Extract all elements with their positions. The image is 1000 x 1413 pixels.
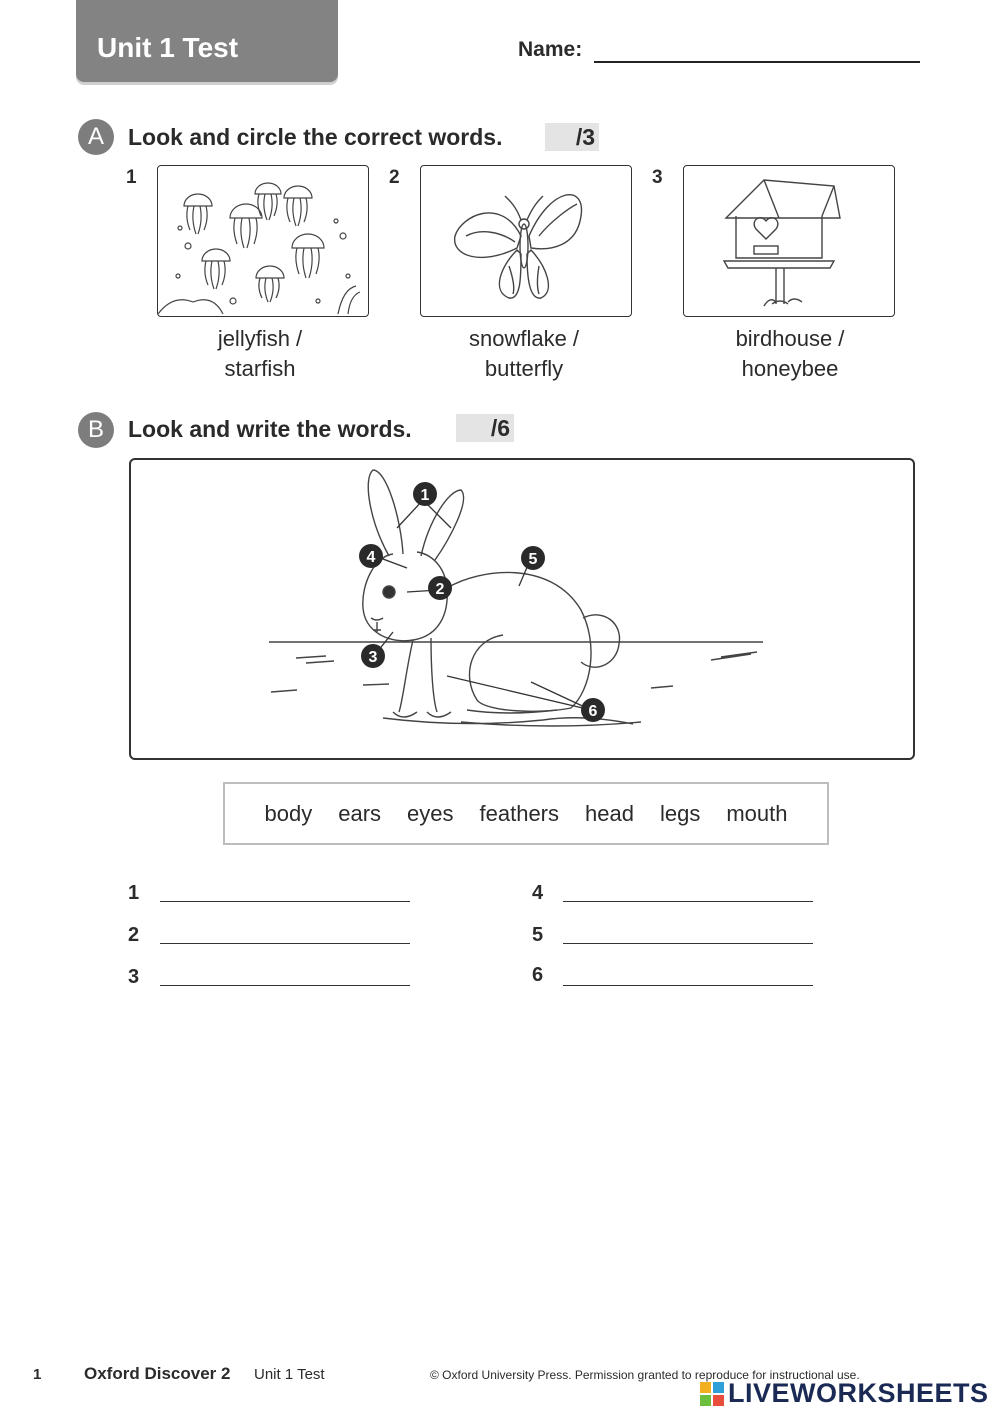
word-bank (223, 782, 829, 845)
rabbit-label-4: 4 (366, 549, 376, 566)
word-bank-item: body (264, 800, 313, 826)
answer-line-1[interactable] (160, 901, 410, 902)
rabbit-label-markers (359, 482, 605, 722)
rabbit-label-3: 3 (368, 649, 378, 666)
item-number: 2 (389, 167, 400, 188)
butterfly-drawing (421, 166, 631, 316)
section-b-letter: B (87, 416, 104, 443)
jellyfish-picture (157, 165, 369, 317)
liveworksheets-logo[interactable] (700, 1378, 989, 1409)
rabbit-label-6: 6 (588, 703, 598, 720)
footer-copyright: © Oxford University Press. Permission granted to reproduce for instructional use. (430, 1368, 860, 1382)
rabbit-picture (129, 458, 915, 760)
footer-page-number: 1 (33, 1366, 42, 1383)
item-option-line2[interactable]: butterfly (484, 356, 564, 381)
rabbit-drawing (131, 460, 913, 758)
birdhouse-drawing (684, 166, 894, 316)
page-title: Unit 1 Test (97, 32, 239, 63)
item-option-line1[interactable]: birdhouse / (735, 326, 845, 351)
item-option-line2[interactable]: starfish (224, 356, 296, 381)
rabbit-label-1: 1 (420, 487, 430, 504)
footer-book-title: Oxford Discover 2 (84, 1364, 231, 1383)
answer-number: 1 (128, 882, 140, 904)
item-number: 3 (652, 167, 663, 188)
section-b-score (456, 414, 514, 442)
liveworksheets-icon (700, 1382, 724, 1406)
item-option-line2[interactable]: honeybee (741, 356, 839, 381)
birdhouse-picture (683, 165, 895, 317)
word-bank-item: ears (338, 800, 382, 826)
section-a-score (545, 123, 599, 151)
word-bank-item: legs (659, 800, 701, 826)
section-a-instruction: Look and circle the correct words. (128, 124, 503, 150)
word-bank-item: eyes (407, 800, 454, 826)
jellyfish-drawing (158, 166, 368, 316)
item-option-line1[interactable]: jellyfish / (217, 326, 303, 351)
section-a-badge (78, 119, 114, 155)
answer-line-4[interactable] (563, 901, 813, 902)
answer-number: 4 (532, 882, 544, 904)
answer-line-5[interactable] (563, 943, 813, 944)
footer-unit: Unit 1 Test (254, 1366, 325, 1383)
word-bank-item: head (585, 800, 634, 826)
rabbit-label-2: 2 (435, 581, 445, 598)
butterfly-picture (420, 165, 632, 317)
section-a-score-text: /3 (575, 123, 595, 150)
answer-line-2[interactable] (160, 943, 410, 944)
section-b-badge (78, 412, 114, 448)
word-bank-item: mouth (726, 800, 788, 826)
rabbit-label-5: 5 (528, 551, 538, 568)
section-b-instruction: Look and write the words. (128, 416, 412, 442)
section-b-score-text: /6 (490, 414, 510, 441)
item-option-line1[interactable]: snowflake / (468, 326, 580, 351)
item-number: 1 (126, 167, 137, 188)
name-answer-line[interactable] (594, 61, 920, 63)
answer-line-3[interactable] (160, 985, 410, 986)
section-a-letter: A (87, 123, 104, 150)
answer-number: 3 (128, 966, 140, 988)
answer-number: 6 (532, 964, 544, 986)
name-label: Name: (518, 38, 583, 61)
answer-number: 2 (128, 924, 140, 946)
answer-number: 5 (532, 924, 544, 946)
answer-line-6[interactable] (563, 985, 813, 986)
word-bank-item: feathers (479, 800, 560, 826)
liveworksheets-text: LIVEWORKSHEETS (728, 1378, 989, 1408)
